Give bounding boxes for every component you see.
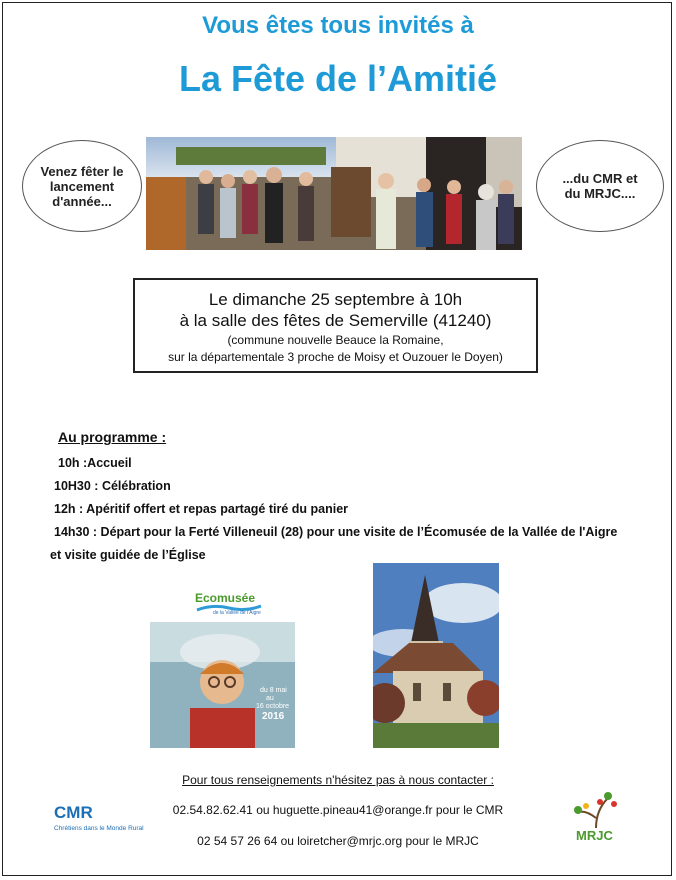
ecomusee-logo: [193, 590, 265, 616]
programme-item: 10H30 : Célébration: [54, 479, 171, 493]
contact-cmr: 02.54.82.62.41 ou huguette.pineau41@orange.fr pour le CMR: [172, 803, 504, 817]
programme-item: et visite guidée de l’Église: [50, 548, 206, 562]
ecomusee-poster: [150, 622, 295, 748]
bubble-left-line: Venez fêter le: [40, 163, 124, 179]
event-place: à la salle des fêtes de Semerville (41240): [179, 311, 492, 330]
poster-date: 16 octobre: [256, 703, 290, 710]
ecomusee-logo-sub: de la Vallée de l'Aigre: [213, 610, 261, 616]
poster-date: du 8 mai: [260, 687, 287, 694]
contact-mrjc: 02 54 57 26 64 ou loiretcher@mrjc.org pour le MRJC: [197, 834, 479, 848]
poster-date: au: [266, 695, 274, 702]
cmr-logo-text: CMR: [54, 803, 93, 822]
church-photo: [373, 563, 499, 748]
event-date: Le dimanche 25 septembre à 10h: [208, 290, 463, 309]
programme-item: 14h30 : Départ pour la Ferté Villeneuil (28) pour une visite de l’Écomusée de la Vallée de l'Aigre: [54, 525, 618, 539]
mrjc-logo: [566, 788, 626, 844]
speech-bubble-left: [22, 140, 142, 232]
bubble-right-line: du MRJC....: [564, 186, 636, 201]
event-place-detail: sur la départementale 3 proche de Moisy et Ouzouer le Doyen): [168, 350, 503, 364]
bubble-left-line: lancement: [49, 178, 115, 194]
cmr-logo-sub: Chrétiens dans le Monde Rural: [54, 825, 144, 832]
event-title: La Fête de l’Amitié: [178, 58, 498, 99]
bubble-right-line: ...du CMR et: [562, 171, 638, 186]
programme-item: 10h :Accueil: [58, 456, 132, 470]
invite-heading: Vous êtes tous invités à: [202, 12, 474, 39]
contact-title: Pour tous renseignements n'hésitez pas à nous contacter :: [182, 773, 494, 787]
cmr-logo: [52, 800, 148, 836]
bubble-left-line: d'année...: [52, 193, 112, 209]
programme-item: 12h : Apéritif offert et repas partagé tiré du panier: [54, 502, 349, 516]
event-place-detail: (commune nouvelle Beauce la Romaine,: [227, 333, 444, 347]
poster-date: 2016: [262, 711, 285, 722]
ecomusee-logo-text: Ecomusée: [195, 591, 256, 605]
programme-title: Au programme :: [58, 429, 167, 445]
group-photo: [146, 137, 522, 250]
mrjc-logo-text: MRJC: [576, 828, 613, 843]
event-details-box: [133, 278, 538, 373]
speech-bubble-right: [536, 140, 664, 232]
